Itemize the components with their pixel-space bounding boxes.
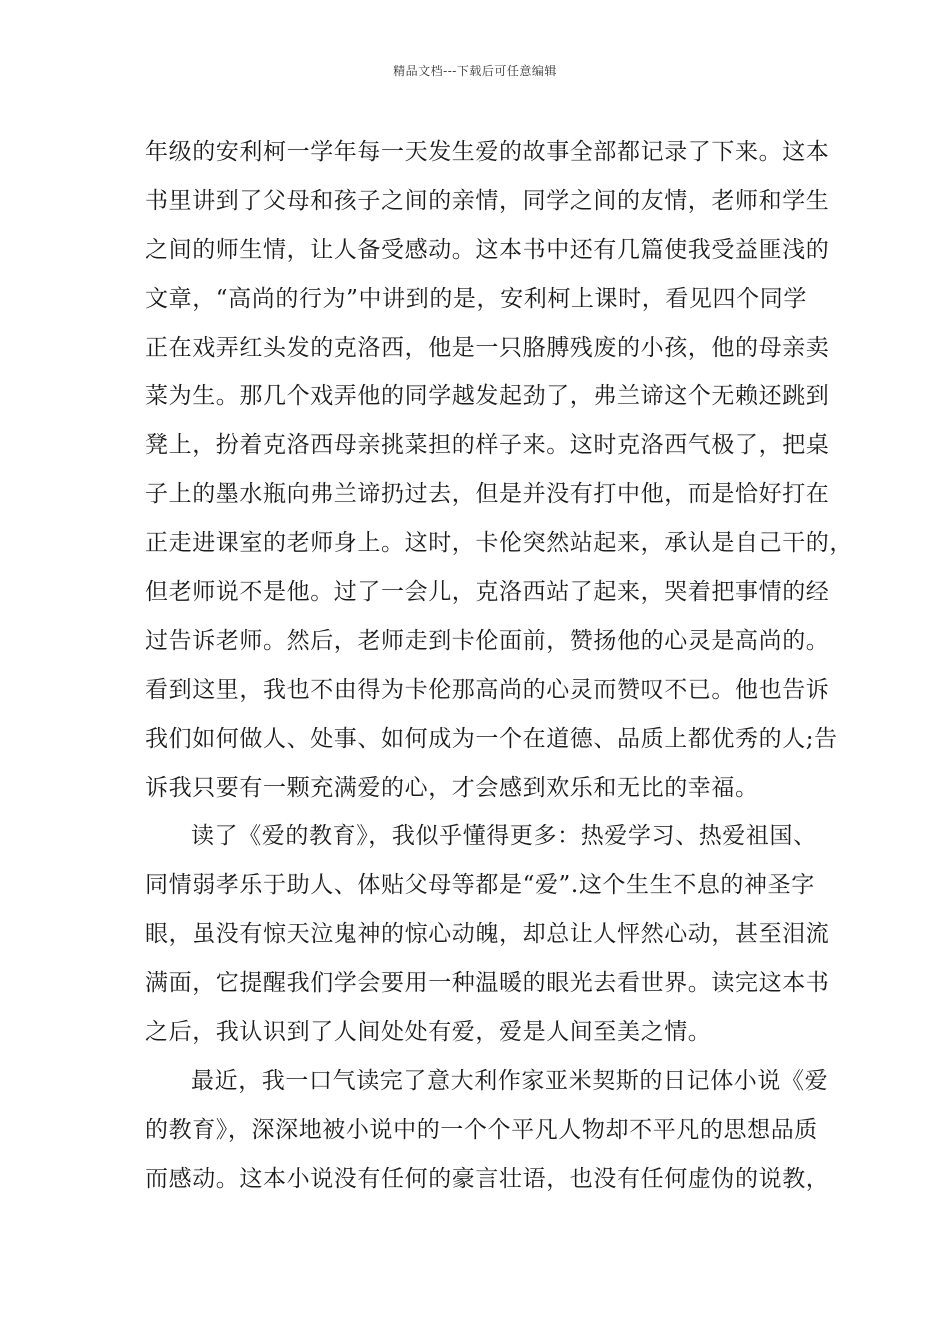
text-line: 最近，我一口气读完了意大利作家亚米契斯的日记体小说《爱: [191, 1067, 829, 1094]
text-line: 子上的墨水瓶向弗兰谛扔过去，但是并没有打中他，而是恰好打在: [145, 481, 830, 508]
text-line: 眼，虽没有惊天泣鬼神的惊心动魄，却总让人怦然心动，甚至泪流: [145, 921, 830, 948]
text-line: 诉我只要有一颗充满爱的心，才会感到欢乐和无比的幸福。: [145, 774, 759, 801]
text-line: 我们如何做人、处事、如何成为一个在道德、品质上都优秀的人;告: [145, 725, 838, 752]
text-line: 菜为生。那几个戏弄他的同学越发起劲了，弗兰谛这个无赖还跳到: [145, 383, 830, 410]
document-body: [145, 128, 853, 1204]
text-line: 的教育》，深深地被小说中的一个个平凡人物却不平凡的思想品质: [145, 1116, 818, 1143]
text-line: 读了《爱的教育》，我似乎懂得更多：热爱学习、热爱祖国、: [191, 823, 817, 850]
text-line: 满面，它提醒我们学会要用一种温暖的眼光去看世界。读完这本书: [145, 970, 830, 997]
text-line: 过告诉老师。然后，老师走到卡伦面前，赞扬他的心灵是高尚的。: [145, 627, 830, 654]
text-line: 年级的安利柯一学年每一天发生爱的故事全部都记录了下来。这本: [145, 139, 830, 165]
text-line: 文章，“高尚的行为”中讲到的是，安利柯上课时，看见四个同学: [145, 285, 807, 312]
text-line: 正走进课室的老师身上。这时，卡伦突然站起来，承认是自己干的，: [145, 530, 853, 557]
text-line: 正在戏弄红头发的克洛西，他是一只胳膊残废的小孩，他的母亲卖: [145, 334, 830, 361]
text-line: 看到这里，我也不由得为卡伦那高尚的心灵而赞叹不已。他也告诉: [145, 676, 830, 703]
page-header: 精品文档---下载后可任意编辑: [393, 64, 557, 78]
text-line: 凳上，扮着克洛西母亲挑菜担的样子来。这时克洛西气极了，把桌: [145, 432, 830, 459]
text-line: 而感动。这本小说没有任何的豪言壮语，也没有任何虚伪的说教，: [145, 1165, 830, 1192]
text-line: 书里讲到了父母和孩子之间的亲情，同学之间的友情，老师和学生: [145, 187, 830, 214]
text-line: 同情弱孝乐于助人、体贴父母等都是“爱”.这个生生不息的神圣字: [145, 872, 815, 899]
text-line: 之后，我认识到了人间处处有爱，爱是人间至美之情。: [145, 1019, 712, 1046]
text-line: 但老师说不是他。过了一会儿，克洛西站了起来，哭着把事情的经: [145, 579, 830, 606]
text-line: 之间的师生情，让人备受感动。这本书中还有几篇使我受益匪浅的: [145, 236, 830, 263]
